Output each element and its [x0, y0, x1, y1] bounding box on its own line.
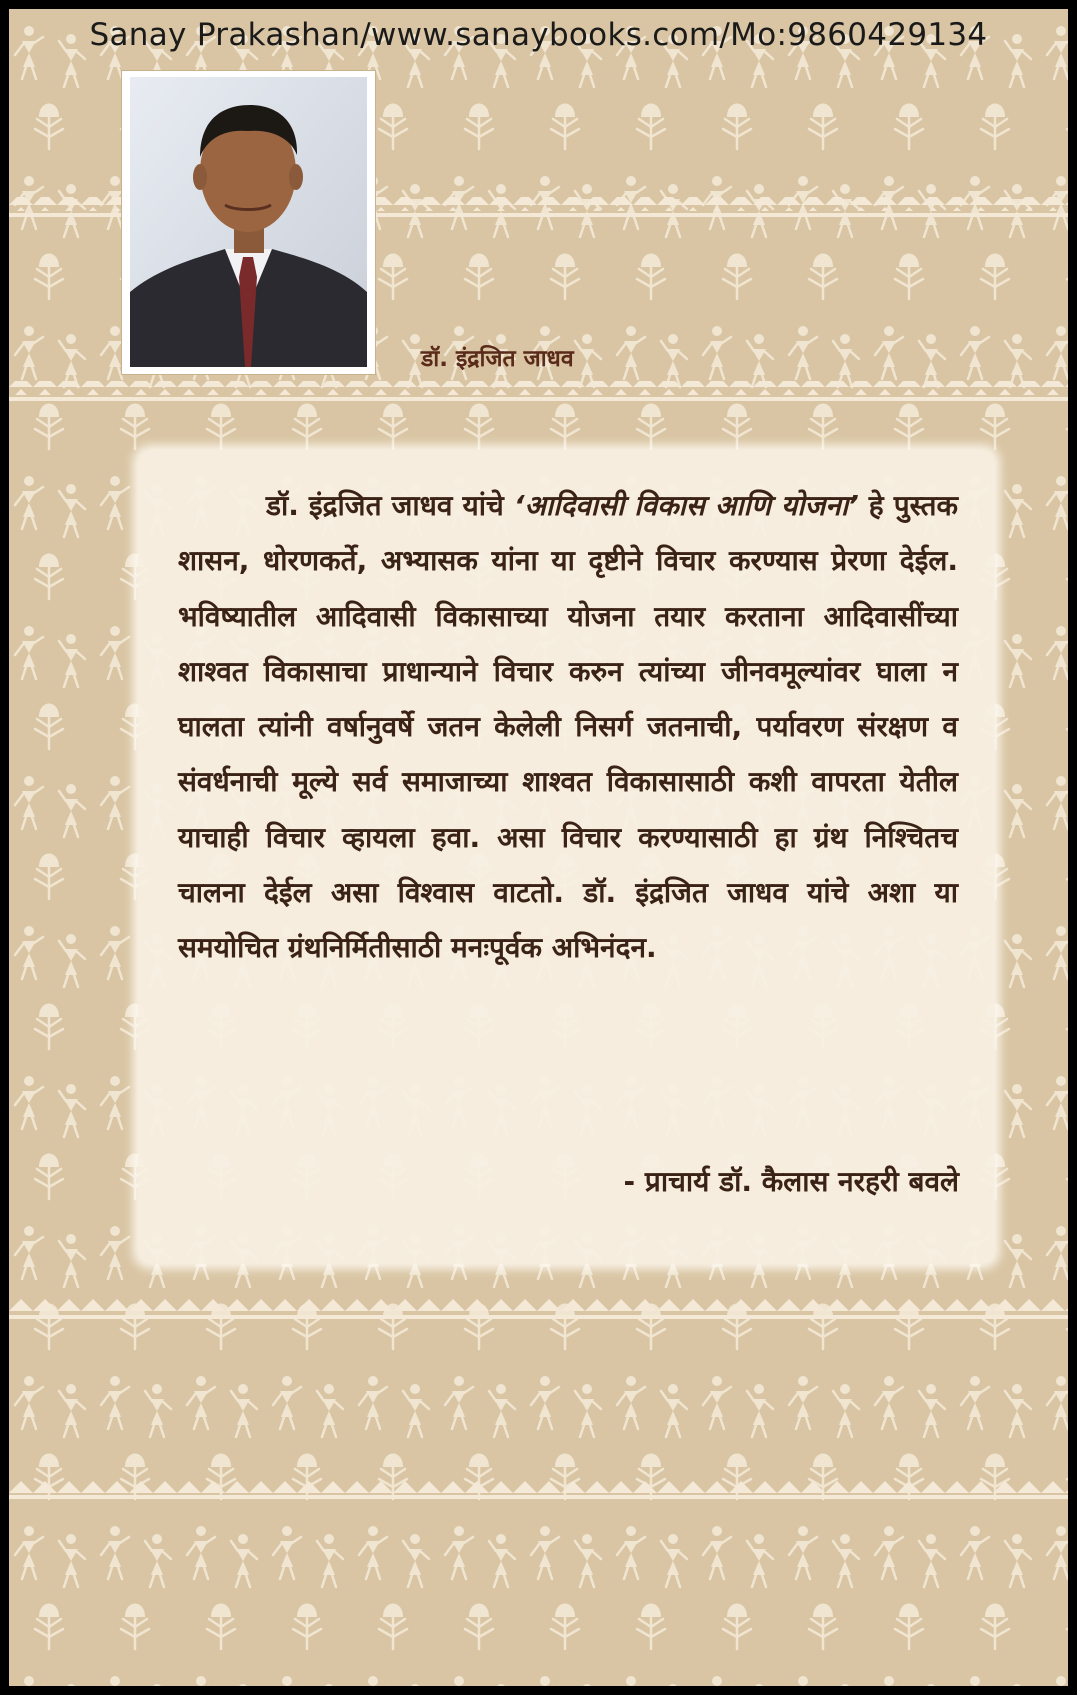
blurb-paragraph	[178, 478, 958, 976]
blurb-intro: डॉ. इंद्रजित जाधव यांचे	[266, 489, 514, 522]
blurb-body: हे पुस्तक शासन, धोरणकर्ते, अभ्यासक यांना या दृष्टीने विचार करण्यास प्रेरणा देईल. भविष्यातील आदिवासी विकासाच्या योजना तयार करताना आदिवासींच्या शाश्वत विकासाचा प्राधान्याने विचार करुन त्यांच्या जीनवमूल्यांवर घाला न घालता त्यांनी वर्षानुवर्षे जतन केलेली निसर्ग जतनाची, पर्यावरण संरक्षण व संवर्धनाची मूल्ये सर्व समाजाच्या शाश्वत विकासासाठी कशी वापरता येतील याचाही विचार व्हायला हवा. असा विचार करण्यासाठी हा ग्रंथ निश्चितच चालना देईल असा विश्वास वाटतो. डॉ. इंद्रजित जाधव यांचे अशा या समयोचित ग्रंथनिर्मितीसाठी मनःपूर्वक अभिनंदन.	[178, 489, 958, 965]
back-cover	[9, 9, 1068, 1686]
author-name: डॉ. इंद्रजित जाधव	[421, 346, 574, 372]
signature: - प्राचार्य डॉ. कैलास नरहरी बवले	[623, 1165, 959, 1198]
author-photo	[122, 71, 375, 374]
blurb-panel	[138, 450, 995, 1264]
book-title: ‘आदिवासी विकास आणि योजना’	[513, 489, 859, 522]
publisher-line: Sanay Prakashan/www.sanaybooks.com/Mo:9860429134	[89, 17, 988, 53]
